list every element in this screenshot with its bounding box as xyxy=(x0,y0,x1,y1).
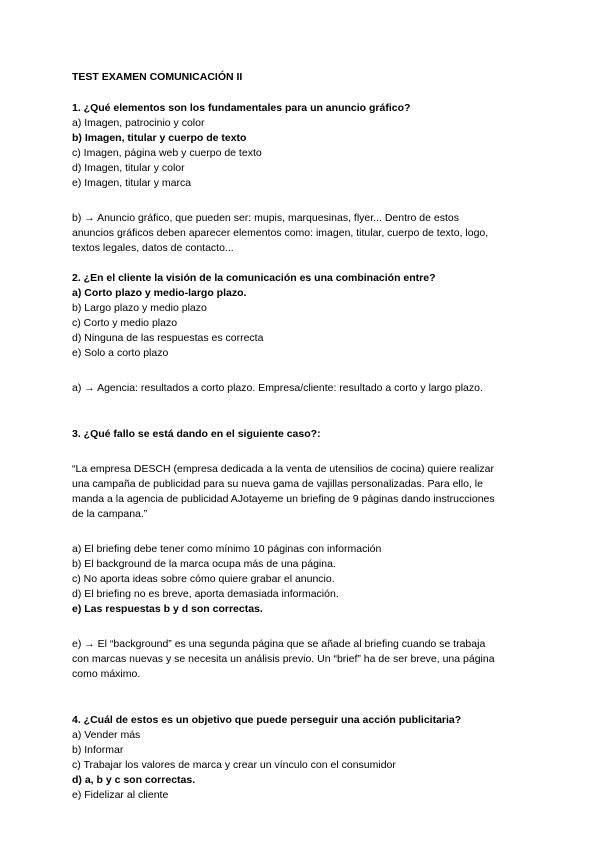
document-page xyxy=(72,70,532,803)
explanation-line: anuncios gráficos deben aparecer elementos como: imagen, titular, cuerpo de texto, logo, xyxy=(72,227,489,239)
option-a: a) El briefing debe tener como mínimo 10 páginas con información xyxy=(72,543,382,555)
explanation-line: con marcas nuevas y se necesita un análisis previo. Un “brief” ha de ser breve, una página xyxy=(72,653,495,665)
option-b: b) Informar xyxy=(72,744,124,756)
option-d-correct: d) a, b y c son correctas. xyxy=(72,774,196,786)
question-4 xyxy=(72,713,532,803)
explanation-line: como máximo. xyxy=(72,668,141,680)
option-e: e) Imagen, titular y marca xyxy=(72,177,192,189)
case-line: “La empresa DESCH (empresa dedicada a la venta de utensilios de cocina) quiere realizar xyxy=(72,463,494,475)
page-title: TEST EXAMEN COMUNICACIÓN II xyxy=(72,71,243,83)
option-e: e) Fidelizar al cliente xyxy=(72,789,169,801)
option-b: b) Largo plazo y medio plazo xyxy=(72,302,207,314)
explanation-line: b) → Anuncio gráfico, que pueden ser: mupis, marquesinas, flyer... Dentro de estos xyxy=(72,212,459,224)
question-text: 4. ¿Cuál de estos es un objetivo que puede perseguir una acción publicitaria? xyxy=(72,714,462,726)
option-c: c) Imagen, página web y cuerpo de texto xyxy=(72,147,262,159)
question-3 xyxy=(72,427,532,682)
option-d: d) El briefing no es breve, aporta demasiada información. xyxy=(72,588,339,600)
question-2 xyxy=(72,271,532,396)
option-e-correct: e) Las respuestas b y d son correctas. xyxy=(72,603,263,615)
explanation-line: textos legales, datos de contacto... xyxy=(72,242,234,254)
case-line: de la campana.” xyxy=(72,508,148,520)
case-line: manda a la agencia de publicidad AJotayeme un briefing de 9 páginas dando instrucciones xyxy=(72,493,495,505)
option-b-correct: b) Imagen, titular y cuerpo de texto xyxy=(72,132,247,144)
case-line: una campaña de publicidad para su nueva gama de vajillas personalizadas. Para ello, le xyxy=(72,478,483,490)
question-text: 2. ¿En el cliente la visión de la comunicación es una combinación entre? xyxy=(72,272,436,284)
option-c: c) No aporta ideas sobre cómo quiere grabar el anuncio. xyxy=(72,573,335,585)
option-c: c) Corto y medio plazo xyxy=(72,317,178,329)
explanation-line: e) → El “background” es una segunda página que se añade al briefing cuando se trabaja xyxy=(72,638,486,650)
question-1 xyxy=(72,101,532,256)
option-e: e) Solo a corto plazo xyxy=(72,347,169,359)
option-d: d) Ninguna de las respuestas es correcta xyxy=(72,332,264,344)
option-a: a) Vender más xyxy=(72,729,141,741)
question-text: 1. ¿Qué elementos son los fundamentales para un anuncio gráfico? xyxy=(72,102,411,114)
option-a: a) Imagen, patrocinio y color xyxy=(72,117,205,129)
option-b: b) El background de la marca ocupa más de una página. xyxy=(72,558,336,570)
explanation-line: a) → Agencia: resultados a corto plazo. Empresa/cliente: resultado a corto y largo plazo. xyxy=(72,382,483,394)
question-text: 3. ¿Qué fallo se está dando en el siguiente caso?: xyxy=(72,428,321,440)
option-d: d) Imagen, titular y color xyxy=(72,162,185,174)
option-c: c) Trabajar los valores de marca y crear un vínculo con el consumidor xyxy=(72,759,396,771)
option-a-correct: a) Corto plazo y medio-largo plazo. xyxy=(72,287,247,299)
